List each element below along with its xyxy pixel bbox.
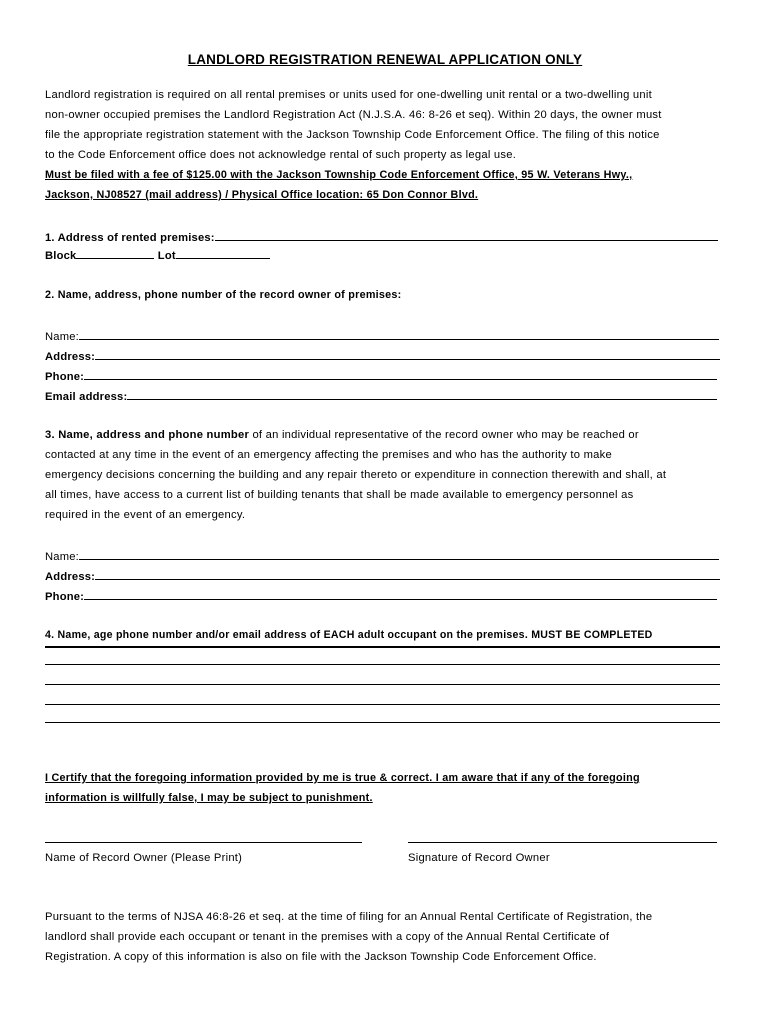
owner-email-input[interactable] bbox=[127, 388, 717, 400]
section-2-heading: 2. Name, address, phone number of the record owner of premises: bbox=[45, 289, 402, 301]
fee-notice-line-2: Jackson, NJ08527 (mail address) / Physical Office location: 65 Don Connor Blvd. bbox=[45, 189, 479, 201]
representative-address-input[interactable] bbox=[95, 568, 720, 580]
representative-name-label: Name: bbox=[45, 551, 79, 563]
owner-signature-label: Signature of Record Owner bbox=[408, 852, 550, 864]
owner-name-print-label: Name of Record Owner (Please Print) bbox=[45, 852, 243, 864]
section-3-line-1: contacted at any time in the event of an emergency affecting the premises and who has the authority to make bbox=[45, 449, 612, 461]
page-title: LANDLORD REGISTRATION RENEWAL APPLICATION ONLY bbox=[187, 52, 583, 67]
owner-phone-input[interactable] bbox=[84, 368, 717, 380]
owner-email-label: Email address: bbox=[45, 391, 128, 403]
intro-line-3: file the appropriate registration statement with the Jackson Township Code Enforcement Office. The filing of this notice bbox=[45, 129, 660, 141]
owner-name-field bbox=[45, 328, 719, 344]
certification-line-1: I Certify that the foregoing information provided by me is true & correct. I am aware that if any of the foregoing bbox=[45, 772, 640, 784]
owner-address-input[interactable] bbox=[95, 348, 720, 360]
owner-phone-field bbox=[45, 368, 717, 384]
owner-name-print-line[interactable] bbox=[45, 842, 362, 843]
representative-address-label: Address: bbox=[45, 571, 96, 583]
certification-line-2: information is willfully false, I may be subject to punishment. bbox=[45, 792, 373, 804]
occupant-heading-rule bbox=[45, 646, 720, 648]
occupant-line-1[interactable] bbox=[45, 664, 720, 665]
intro-line-2: non-owner occupied premises the Landlord Registration Act (N.J.S.A. 46: 8-26 et seq). Within 20 days, the owner must bbox=[45, 109, 662, 121]
owner-email-field bbox=[45, 388, 717, 404]
representative-phone-field bbox=[45, 588, 717, 604]
representative-address-field bbox=[45, 568, 720, 584]
owner-address-label: Address: bbox=[45, 351, 96, 363]
footer-line-2: landlord shall provide each occupant or tenant in the premises with a copy of the Annual Rental Certificate of bbox=[45, 931, 610, 943]
rented-premises-address-field bbox=[45, 229, 718, 245]
section-3-heading-rest: of an individual representative of the record owner who may be reached or bbox=[249, 429, 639, 441]
lot-input[interactable] bbox=[176, 247, 270, 259]
fee-notice-line-1: Must be filed with a fee of $125.00 with the Jackson Township Code Enforcement Office, 95 W. Veterans Hwy., bbox=[45, 169, 633, 181]
footer-line-1: Pursuant to the terms of NJSA 46:8-26 et seq. at the time of filing for an Annual Rental Certificate of Registration, the bbox=[45, 911, 653, 923]
block-lot-field bbox=[45, 247, 270, 263]
owner-name-label: Name: bbox=[45, 331, 79, 343]
lot-label: Lot bbox=[157, 250, 176, 262]
owner-phone-label: Phone: bbox=[45, 371, 85, 383]
section-3-line-4: required in the event of an emergency. bbox=[45, 509, 246, 521]
owner-signature-line[interactable] bbox=[408, 842, 717, 843]
section-3-line-2: emergency decisions concerning the building and any repair thereto or expenditure in connection therewith and shall, at bbox=[45, 469, 667, 481]
owner-address-field bbox=[45, 348, 720, 364]
owner-name-input[interactable] bbox=[79, 328, 719, 340]
section-3-heading bbox=[45, 428, 639, 442]
section-4-heading: 4. Name, age phone number and/or email address of EACH adult occupant on the premises. MUST BE COMPLETED bbox=[45, 629, 653, 641]
intro-line-4: to the Code Enforcement office does not acknowledge rental of such property as legal use. bbox=[45, 149, 517, 161]
rented-premises-address-label: 1. Address of rented premises: bbox=[45, 232, 215, 244]
occupant-line-4[interactable] bbox=[45, 722, 720, 723]
representative-name-field bbox=[45, 548, 719, 564]
representative-name-input[interactable] bbox=[79, 548, 719, 560]
footer-line-3: Registration. A copy of this information is also on file with the Jackson Township Code Enforcement Office. bbox=[45, 951, 597, 963]
block-label: Block bbox=[45, 250, 77, 262]
representative-phone-input[interactable] bbox=[84, 588, 717, 600]
occupant-line-2[interactable] bbox=[45, 684, 720, 685]
rented-premises-address-input[interactable] bbox=[215, 229, 718, 241]
intro-line-1: Landlord registration is required on all rental premises or units used for one-dwelling unit rental or a two-dwelling unit bbox=[45, 89, 652, 101]
section-3-line-3: all times, have access to a current list of building tenants that shall be made available to emergency personnel as bbox=[45, 489, 634, 501]
representative-phone-label: Phone: bbox=[45, 591, 85, 603]
block-input[interactable] bbox=[76, 247, 154, 259]
section-3-heading-bold: 3. Name, address and phone number bbox=[45, 429, 250, 441]
occupant-line-3[interactable] bbox=[45, 704, 720, 705]
